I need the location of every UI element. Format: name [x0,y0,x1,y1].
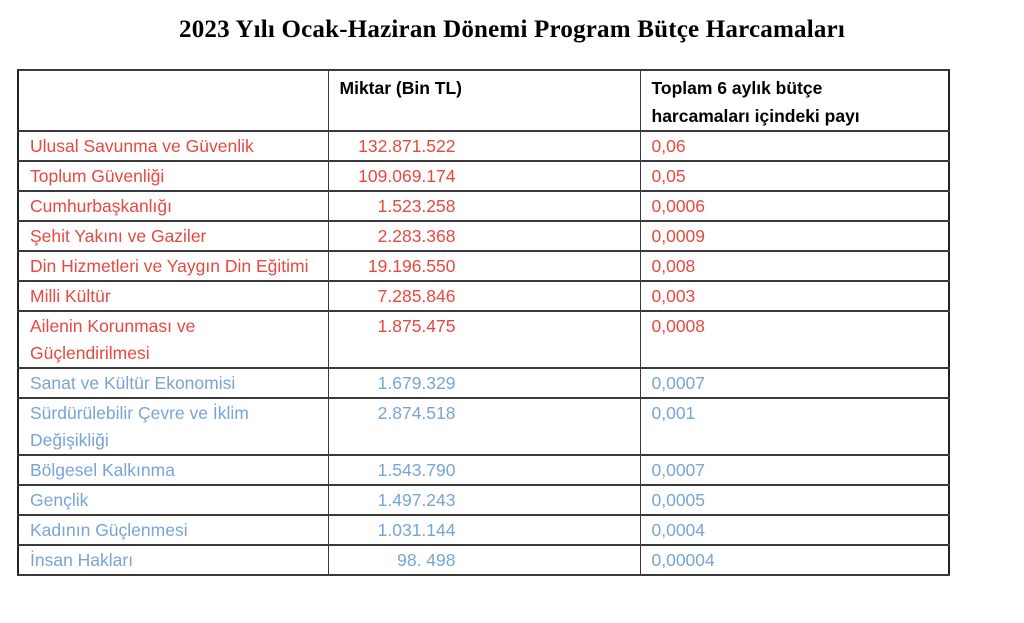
program-name-cell: Toplum Güvenliği [18,161,328,191]
program-name-cell: Milli Kültür [18,281,328,311]
share-cell: 0,00004 [640,545,949,575]
amount-cell [328,515,640,545]
amount-value: 109.069.174 [358,166,456,186]
amount-cell [328,191,640,221]
share-cell: 0,0009 [640,221,949,251]
program-name-cell: Sanat ve Kültür Ekonomisi [18,368,328,398]
share-cell: 0,0006 [640,191,949,221]
amount-cell [328,161,640,191]
share-cell: 0,0007 [640,455,949,485]
table-row [18,131,949,161]
amount-value: 1.875.475 [377,316,456,336]
table-row [18,191,949,221]
program-name-cell: Din Hizmetleri ve Yaygın Din Eğitimi [18,251,328,281]
program-name-cell: Cumhurbaşkanlığı [18,191,328,221]
share-cell: 0,001 [640,398,949,455]
table-row [18,368,949,398]
amount-value: 2.283.368 [377,226,456,246]
amount-value: 2.874.518 [377,403,456,423]
amount-value: 1.679.329 [377,373,456,393]
share-cell: 0,008 [640,251,949,281]
header-row [18,70,949,131]
table-row [18,515,949,545]
amount-cell [328,485,640,515]
program-name-cell: Ailenin Korunması ve Güçlendirilmesi [18,311,328,368]
share-cell: 0,0007 [640,368,949,398]
share-cell: 0,05 [640,161,949,191]
amount-value: 98. 498 [397,550,456,570]
table-header [18,70,949,131]
amount-value: 1.497.243 [377,490,456,510]
table-row [18,221,949,251]
share-cell: 0,003 [640,281,949,311]
program-name-cell: Gençlik [18,485,328,515]
amount-value: 1.523.258 [377,196,456,216]
share-cell: 0,0008 [640,311,949,368]
program-name-cell: Sürdürülebilir Çevre ve İklim Değişikliği [18,398,328,455]
table-row [18,251,949,281]
budget-table [17,69,950,576]
amount-value: 132.871.522 [358,136,456,156]
table-row [18,455,949,485]
table-body [18,131,949,575]
table-row [18,398,949,455]
program-name-cell: İnsan Hakları [18,545,328,575]
amount-cell [328,221,640,251]
share-cell: 0,06 [640,131,949,161]
amount-cell [328,311,640,368]
header-share-label: Toplam 6 aylık bütçe harcamaları içindeki payı [651,78,860,126]
page-title: 2023 Yılı Ocak-Haziran Dönemi Program Bütçe Harcamaları [179,16,845,43]
amount-value: 1.543.790 [377,460,456,480]
amount-cell [328,398,640,455]
program-name-cell: Kadının Güçlenmesi [18,515,328,545]
table-row [18,311,949,368]
amount-cell [328,251,640,281]
table-row [18,545,949,575]
amount-cell [328,131,640,161]
header-share [640,70,949,131]
share-cell: 0,0005 [640,485,949,515]
amount-cell [328,455,640,485]
table-row [18,161,949,191]
program-name-cell: Şehit Yakını ve Gaziler [18,221,328,251]
table-row [18,281,949,311]
program-name-cell: Ulusal Savunma ve Güvenlik [18,131,328,161]
header-amount: Miktar (Bin TL) [328,70,640,131]
amount-value: 1.031.144 [377,520,456,540]
amount-cell [328,368,640,398]
amount-cell [328,281,640,311]
table-row [18,485,949,515]
amount-value: 19.196.550 [367,256,456,276]
share-cell: 0,0004 [640,515,949,545]
amount-cell [328,545,640,575]
header-program [18,70,328,131]
amount-value: 7.285.846 [377,286,456,306]
program-name-cell: Bölgesel Kalkınma [18,455,328,485]
